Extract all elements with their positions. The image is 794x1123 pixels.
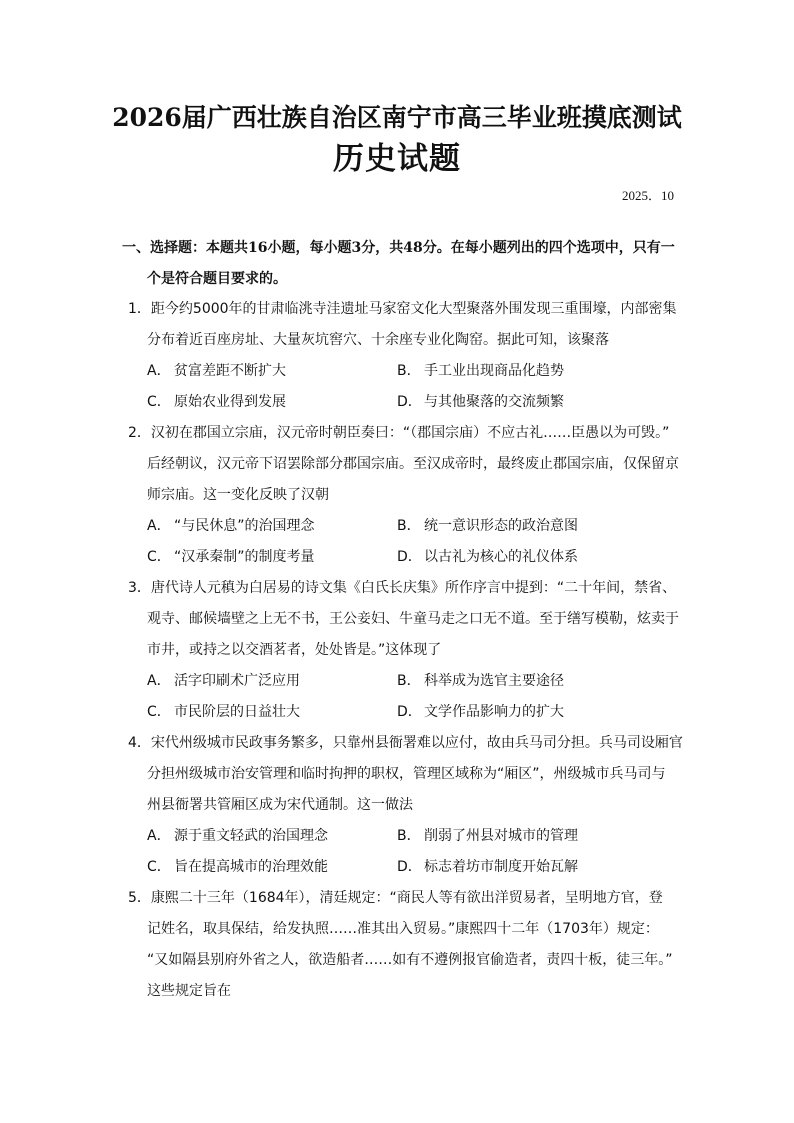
option-letter: C． <box>147 394 171 410</box>
question-number: 2． <box>128 425 151 441</box>
section-instructions-line-2: 个是符合题目要求的。 <box>147 271 287 287</box>
question-stem-line <box>128 294 688 325</box>
option-text: 统一意识形态的政治意图 <box>424 518 578 534</box>
exam-title: 2026届广西壮族自治区南宁市高三毕业班摸底测试 <box>112 103 682 132</box>
option-a[interactable] <box>147 666 397 697</box>
option-letter: D． <box>397 704 422 720</box>
option-text: 贫富差距不断扩大 <box>174 363 286 379</box>
question-5 <box>128 883 688 1007</box>
question-text: 汉初在郡国立宗庙，汉元帝时朝臣奏曰：“（郡国宗庙）不应古礼……臣愚以为可毁。” <box>150 425 670 441</box>
exam-date: 2025．10 <box>621 188 674 203</box>
question-number: 3． <box>128 580 151 596</box>
option-text: “与民休息”的治国理念 <box>174 518 315 534</box>
options-row <box>128 356 688 387</box>
question-stem-line <box>128 728 688 759</box>
option-letter: A． <box>147 828 171 844</box>
options-row <box>128 697 688 728</box>
option-b[interactable] <box>397 821 647 852</box>
option-text: 旨在提高城市的治理效能 <box>174 859 328 875</box>
option-text: 手工业出现商品化趋势 <box>424 363 564 379</box>
question-stem-line <box>128 573 688 604</box>
question-text: 这些规定旨在 <box>147 983 231 999</box>
option-text: 源于重文轻武的治国理念 <box>174 828 328 844</box>
question-text: 康熙二十三年（1684年），清廷规定：“商民人等有欲出洋贸易者，呈明地方官，登 <box>150 890 663 906</box>
section-instructions <box>122 233 678 295</box>
question-text: 师宗庙。这一变化反映了汉朝 <box>147 487 329 503</box>
options-row <box>128 666 688 697</box>
option-a[interactable] <box>147 356 397 387</box>
question-text: 分担州级城市治安管理和临时拘押的职权，管理区域称为“厢区”，州级城市兵马司与 <box>147 766 666 782</box>
question-text: 后经朝议，汉元帝下诏罢除部分郡国宗庙。至汉成帝时，最终废止郡国宗庙，仅保留京 <box>147 456 679 472</box>
subject-title: 历史试题 <box>333 141 461 177</box>
option-c[interactable] <box>147 542 397 573</box>
option-text: 削弱了州县对城市的管理 <box>424 828 578 844</box>
question-text: 记姓名，取具保结，给发执照……准其出入贸易。”康熙四十二年（1703年）规定： <box>147 921 659 937</box>
option-text: “汉承秦制”的制度考量 <box>174 549 315 565</box>
section-instructions-line-1: 一、选择题：本题共16小题，每小题3分，共48分。在每小题列出的四个选项中，只有一 <box>122 240 675 256</box>
question-text: 市井，或持之以交酒茗者，处处皆是。”这体现了 <box>147 642 442 658</box>
question-text: 唐代诗人元稹为白居易的诗文集《白氏长庆集》所作序言中提到：“二十年间，禁省、 <box>150 580 677 596</box>
question-stem-line <box>128 883 688 914</box>
option-d[interactable] <box>397 852 647 883</box>
option-letter: D． <box>397 549 422 565</box>
options-row <box>128 542 688 573</box>
option-letter: C． <box>147 704 171 720</box>
options-row <box>128 821 688 852</box>
option-c[interactable] <box>147 852 397 883</box>
option-b[interactable] <box>397 356 647 387</box>
option-letter: A． <box>147 673 171 689</box>
option-d[interactable] <box>397 697 647 728</box>
question-text: 分布着近百座房址、大量灰坑窖穴、十余座专业化陶窑。据此可知，该聚落 <box>147 332 609 348</box>
option-c[interactable] <box>147 387 397 418</box>
option-text: 活字印刷术广泛应用 <box>174 673 300 689</box>
question-number: 4． <box>128 735 151 751</box>
option-letter: A． <box>147 518 171 534</box>
option-letter: D． <box>397 394 422 410</box>
option-d[interactable] <box>397 542 647 573</box>
option-letter: B． <box>397 673 421 689</box>
option-c[interactable] <box>147 697 397 728</box>
option-letter: B． <box>397 363 421 379</box>
option-a[interactable] <box>147 821 397 852</box>
question-text: 距今约5000年的甘肃临洮寺洼遗址马家窑文化大型聚落外围发现三重围壕，内部密集 <box>150 301 677 317</box>
question-1 <box>128 294 688 418</box>
question-stem-line <box>128 418 688 449</box>
option-a[interactable] <box>147 511 397 542</box>
question-4 <box>128 728 688 883</box>
option-text: 标志着坊市制度开始瓦解 <box>424 859 578 875</box>
question-number: 1． <box>128 301 151 317</box>
question-text: 州县衙署共管厢区成为宋代通制。这一做法 <box>147 797 413 813</box>
options-row <box>128 387 688 418</box>
question-text: “又如隔县别府外省之人，欲造船者……如有不遵例报官偷造者，责四十板，徒三年。” <box>147 952 673 968</box>
option-letter: C． <box>147 859 171 875</box>
option-b[interactable] <box>397 511 647 542</box>
option-d[interactable] <box>397 387 647 418</box>
option-letter: B． <box>397 518 421 534</box>
option-text: 以古礼为核心的礼仪体系 <box>424 549 578 565</box>
options-row <box>128 852 688 883</box>
option-text: 原始农业得到发展 <box>174 394 286 410</box>
option-text: 市民阶层的日益壮大 <box>174 704 300 720</box>
option-text: 文学作品影响力的扩大 <box>424 704 564 720</box>
option-b[interactable] <box>397 666 647 697</box>
question-text: 宋代州级城市民政事务繁多，只靠州县衙署难以应付，故由兵马司分担。兵马司设厢官 <box>150 735 683 751</box>
option-letter: D． <box>397 859 422 875</box>
question-2 <box>128 418 688 573</box>
option-text: 与其他聚落的交流频繁 <box>424 394 564 410</box>
question-list <box>128 294 688 1007</box>
options-row <box>128 511 688 542</box>
option-letter: B． <box>397 828 421 844</box>
option-text: 科举成为选官主要途径 <box>424 673 564 689</box>
question-text: 观寺、邮候墙壁之上无不书，王公妾妇、牛童马走之口无不道。至于缮写模勒，炫卖于 <box>147 611 679 627</box>
option-letter: C． <box>147 549 171 565</box>
question-number: 5． <box>128 890 151 906</box>
question-3 <box>128 573 688 728</box>
option-letter: A． <box>147 363 171 379</box>
